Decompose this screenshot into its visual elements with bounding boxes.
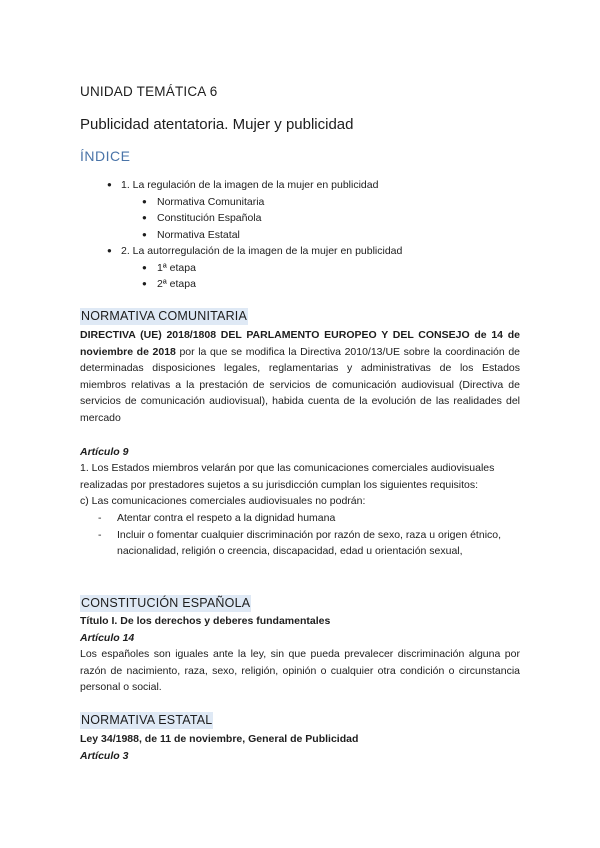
titulo-label: Título I. De los derechos y deberes fundamentales	[80, 615, 331, 627]
toc-item[interactable]	[80, 243, 520, 260]
bullet-icon: ●	[142, 262, 147, 272]
bullet-icon: ●	[142, 213, 147, 222]
toc-subitem-label: 2ª etapa	[157, 278, 196, 290]
toc-item[interactable]	[80, 177, 520, 194]
bullet-icon: ●	[107, 180, 112, 189]
directiva-paragraph	[80, 327, 520, 426]
table-of-contents	[80, 177, 520, 293]
list-item	[98, 527, 520, 560]
toc-subitem-label: Normativa Estatal	[157, 228, 240, 241]
bullet-icon: ●	[142, 279, 147, 288]
toc-subitem[interactable]	[80, 227, 520, 244]
unit-title: UNIDAD TEMÁTICA 6	[80, 84, 218, 99]
section-heading-normativa-comunitaria: NORMATIVA COMUNITARIA	[81, 309, 248, 323]
ley-title: Ley 34/1988, de 11 de noviembre, General de Publicidad	[80, 733, 359, 745]
articulo-9-clause-c: c) Las comunicaciones comerciales audiovisuales no podrán:	[80, 495, 366, 507]
articulo-14-text: Los españoles son iguales ante la ley, sin que pueda prevalecer discriminación alguna por razón de nacimiento, raza, sexo, religión, opinión o cualquier otra condición o circunstancia personal o social.	[80, 648, 520, 693]
directiva-description: por la que se modifica la Directiva 2010/13/UE sobre la coordinación de determinadas disposiciones legales, reglamentarias y administrativas de los Estados miembros relativas a la prestación de servicios de comunicación audiovisual (Directiva de servicios de comunicación audiovisual), habida cuenta de la evolución de las realidades del mercado	[80, 345, 520, 424]
section-heading-normativa-estatal: NORMATIVA ESTATAL	[81, 713, 213, 727]
prohibitions-list	[98, 510, 520, 560]
dash-icon: -	[98, 512, 102, 524]
bullet-icon: ●	[142, 196, 147, 206]
toc-item-label: 2. La autorregulación de la imagen de la mujer en publicidad	[121, 245, 403, 257]
document-subtitle: Publicidad atentatoria. Mujer y publicidad	[80, 116, 354, 133]
list-item-text: Atentar contra el respeto a la dignidad humana	[117, 512, 336, 524]
toc-subitem-label: 1ª etapa	[157, 261, 196, 274]
dash-icon: -	[98, 528, 102, 541]
articulo-9-paragraph: 1. Los Estados miembros velarán por que las comunicaciones comerciales audiovisuales realizadas por prestadores sujetos a su jurisdicción cumplan los siguientes requisitos:	[80, 462, 495, 491]
articulo-3-label: Artículo 3	[80, 750, 129, 762]
bullet-icon: ●	[107, 246, 112, 255]
toc-subitem[interactable]	[80, 276, 520, 293]
index-heading: ÍNDICE	[80, 148, 131, 164]
toc-subitem-label: Normativa Comunitaria	[157, 195, 265, 208]
toc-subitem[interactable]	[80, 194, 520, 211]
articulo-9-label: Artículo 9	[80, 446, 129, 458]
section-heading-constitucion: CONSTITUCIÓN ESPAÑOLA	[81, 596, 251, 610]
directiva-title: DIRECTIVA (UE) 2018/1808 DEL PARLAMENTO EUROPEO Y DEL CONSEJO de 14 de noviembre de 2018	[80, 329, 520, 358]
list-item-text: Incluir o fomentar cualquier discriminación por razón de sexo, raza u origen étnico, nacionalidad, religión o creencia, discapacidad, edad u orientación sexual,	[117, 528, 502, 557]
toc-subitem-label: Constitución Española	[157, 212, 262, 224]
bullet-icon: ●	[142, 229, 147, 239]
toc-subitem[interactable]	[80, 210, 520, 227]
articulo-14-label: Artículo 14	[80, 632, 135, 644]
toc-item-label: 1. La regulación de la imagen de la mujer en publicidad	[121, 179, 379, 191]
list-item	[98, 510, 520, 527]
toc-subitem[interactable]	[80, 260, 520, 277]
